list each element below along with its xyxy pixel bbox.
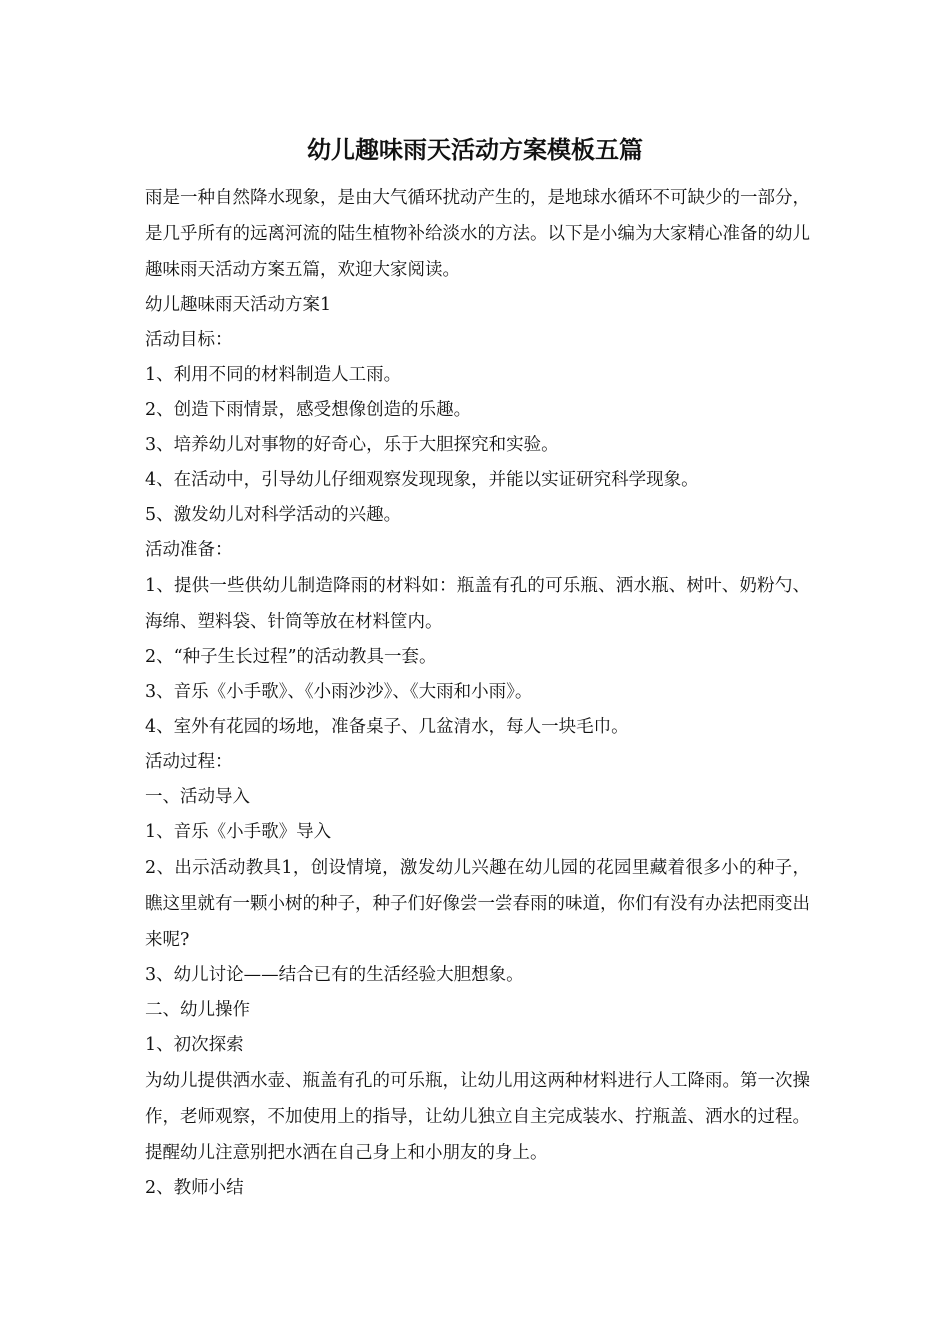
preparation-item-1: 1、提供一些供幼儿制造降雨的材料如：瓶盖有孔的可乐瓶、洒水瓶、树叶、奶粉勺、海绵、塑料袋、针筒等放在材料筐内。: [145, 576, 810, 632]
goal-item-3: 3、培养幼儿对事物的好奇心，乐于大胆探究和实验。: [145, 435, 559, 455]
preparation-item-3: 3、音乐《小手歌》、《小雨沙沙》、《大雨和小雨》。: [145, 682, 533, 702]
section-heading-preparation: 活动准备：: [145, 540, 233, 560]
operation-item-2: 2、教师小结: [145, 1178, 244, 1198]
preparation-item-2: 2、“种子生长过程”的活动教具一套。: [145, 647, 437, 667]
document-title: 幼儿趣味雨天活动方案模板五篇: [307, 135, 643, 164]
goal-item-5: 5、激发幼儿对科学活动的兴趣。: [145, 505, 402, 525]
goal-item-1: 1、利用不同的材料制造人工雨。: [145, 365, 402, 385]
goal-item-2: 2、创造下雨情景，感受想像创造的乐趣。: [145, 400, 472, 420]
process-step-operation: 二、幼儿操作: [145, 1000, 250, 1020]
goal-item-4: 4、在活动中，引导幼儿仔细观察发现现象，并能以实证研究科学现象。: [145, 470, 699, 490]
preparation-item-4: 4、室外有花园的场地，准备桌子、几盆清水，每人一块毛巾。: [145, 717, 629, 737]
operation-item-1: 1、初次探索: [145, 1035, 244, 1055]
process-item-3: 3、幼儿讨论——结合已有的生活经验大胆想象。: [145, 965, 524, 985]
process-item-1: 1、音乐《小手歌》导入: [145, 822, 332, 842]
process-item-2: 2、出示活动教具1，创设情境，激发幼儿兴趣在幼儿园的花园里藏着很多小的种子，瞧这里就有一颗小树的种子，种子们好像尝一尝春雨的味道，你们有没有办法把雨变出来呢?: [145, 858, 810, 950]
paragraph-intro: 雨是一种自然降水现象，是由大气循环扰动产生的，是地球水循环不可缺少的一部分，是几乎所有的远离河流的陆生植物补给淡水的方法。以下是小编为大家精心准备的幼儿趣味雨天活动方案五篇，欢迎大家阅读。: [145, 188, 810, 280]
section-heading-plan-1: 幼儿趣味雨天活动方案1: [145, 295, 332, 315]
document-body: [145, 180, 810, 1206]
process-step-intro: 一、活动导入: [145, 787, 250, 807]
operation-description: 为幼儿提供洒水壶、瓶盖有孔的可乐瓶，让幼儿用这两种材料进行人工降雨。第一次操作，老师观察，不加使用上的指导，让幼儿独立自主完成装水、拧瓶盖、洒水的过程。提醒幼儿注意别把水洒在自己身上和小朋友的身上。: [145, 1071, 810, 1163]
section-heading-goals: 活动目标：: [145, 330, 233, 350]
section-heading-process: 活动过程：: [145, 752, 233, 772]
